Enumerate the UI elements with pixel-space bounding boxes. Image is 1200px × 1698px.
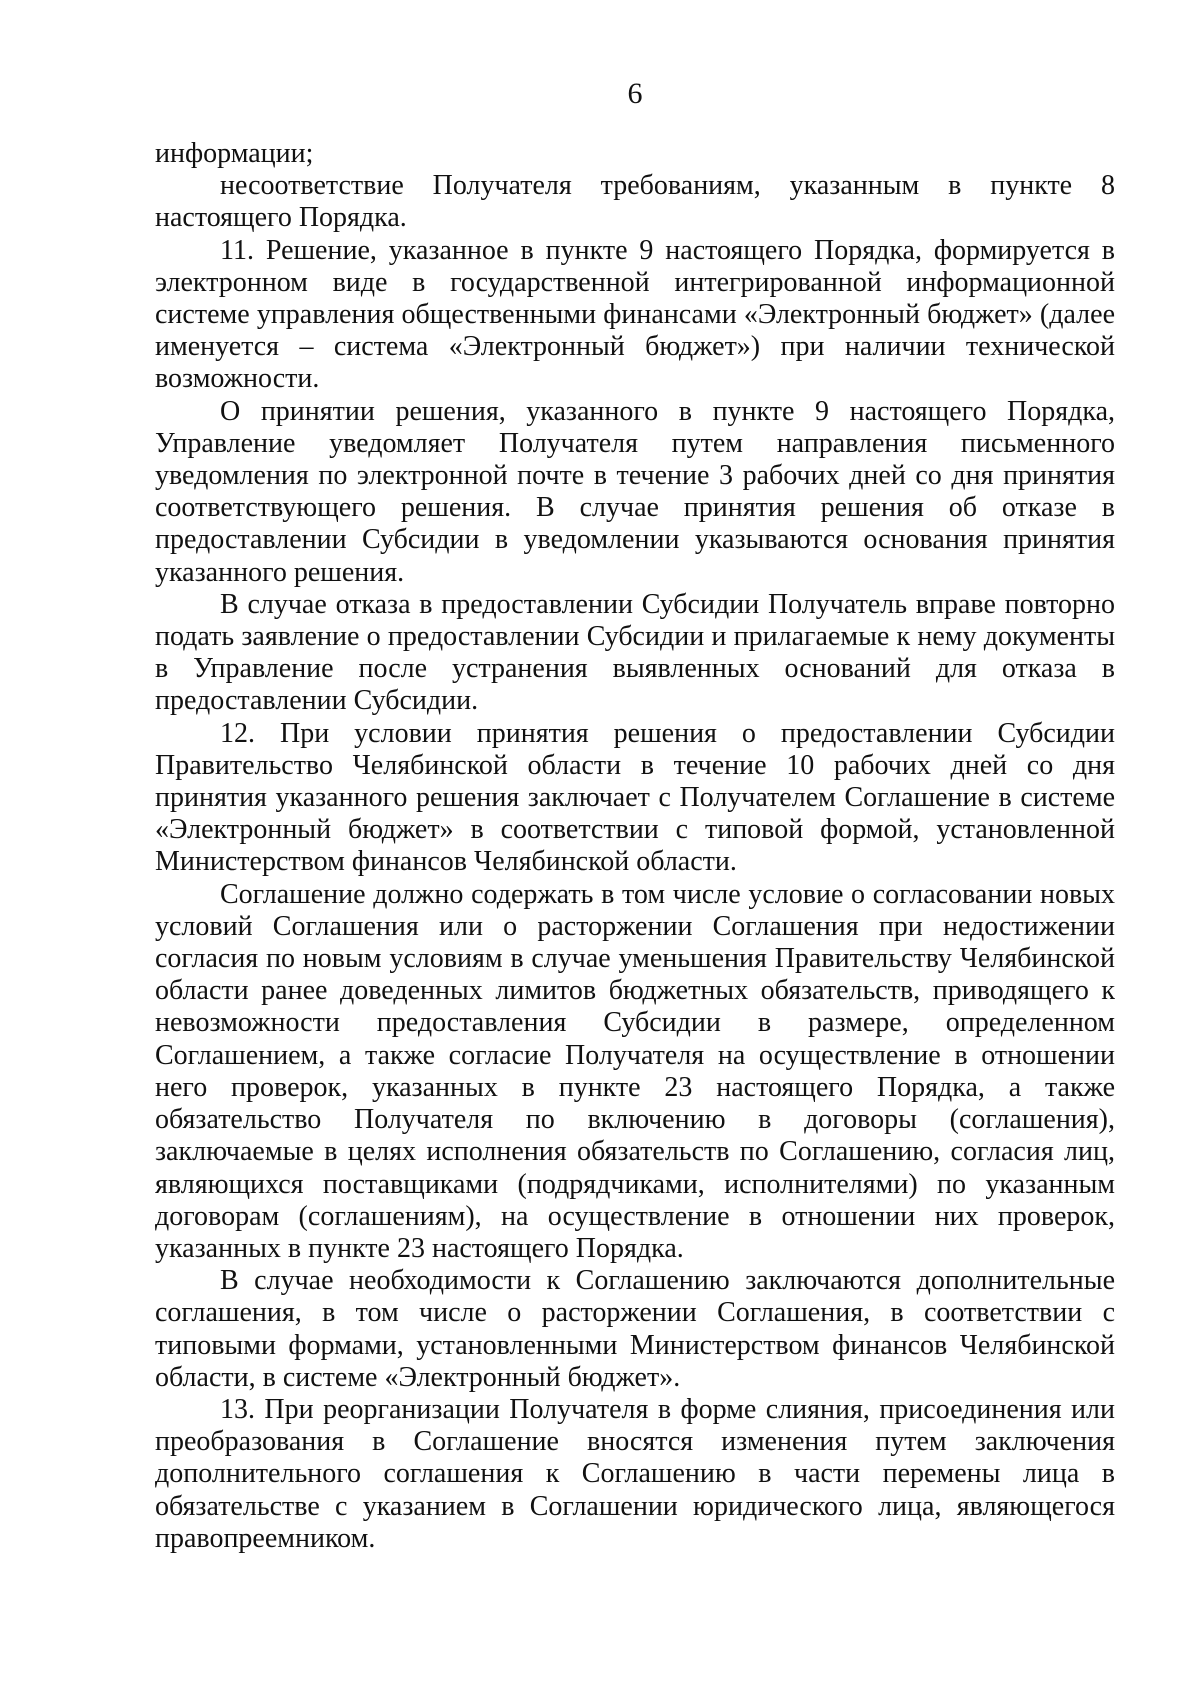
paragraph: 13. При реорганизации Получателя в форме слияния, присоединения или преобразования в Соглашение вносятся изменения путем заключения дополнительного соглашения к Соглашению в части перемены лица в обязательстве с указанием в Соглашении юридического лица, являющегося правопреемником. [155, 1393, 1115, 1554]
document-body [155, 138, 1115, 1555]
paragraph: Соглашение должно содержать в том числе условие о согласовании новых условий Соглашения или о расторжении Соглашения при недостижении согласия по новым условиям в случае уменьшения Правительству Челябинской области ранее доведенных лимитов бюджетных обязательств, приводящего к невозможности предоставления Субсидии в размере, определенном Соглашением, а также согласие Получателя на осуществление в отношении него проверок, указанных в пункте 23 настоящего Порядка, а также обязательство Получателя по включению в договоры (соглашения), заключаемые в целях исполнения обязательств по Соглашению, согласия лиц, являющихся поставщиками (подрядчиками, исполнителями) по указанным договорам (соглашениям), на осуществление в отношении них проверок, указанных в пункте 23 настоящего Порядка. [155, 878, 1115, 1264]
paragraph: 12. При условии принятия решения о предоставлении Субсидии Правительство Челябинской области в течение 10 рабочих дней со дня принятия указанного решения заключает с Получателем Соглашение в системе «Электронный бюджет» в соответствии с типовой формой, установленной Министерством финансов Челябинской области. [155, 717, 1115, 878]
paragraph: 11. Решение, указанное в пункте 9 настоящего Порядка, формируется в электронном виде в государственной интегрированной информационной системе управления общественными финансами «Электронный бюджет» (далее именуется – система «Электронный бюджет») при наличии технической возможности. [155, 234, 1115, 395]
page-number: 6 [627, 77, 643, 110]
paragraph: несоответствие Получателя требованиям, указанным в пункте 8 настоящего Порядка. [155, 170, 1115, 234]
paragraph: В случае необходимости к Соглашению заключаются дополнительные соглашения, в том числе о расторжении Соглашения, в соответствии с типовыми формами, установленными Министерством финансов Челябинской области, в системе «Электронный бюджет». [155, 1265, 1115, 1393]
paragraph: информации; [155, 138, 314, 169]
paragraph: В случае отказа в предоставлении Субсидии Получатель вправе повторно подать заявление о предоставлении Субсидии и прилагаемые к нему документы в Управление после устранения выявленных оснований для отказа в предоставлении Субсидии. [155, 588, 1115, 717]
paragraph: О принятии решения, указанного в пункте 9 настоящего Порядка, Управление уведомляет Получателя путем направления письменного уведомления по электронной почте в течение 3 рабочих дней со дня принятия соответствующего решения. В случае принятия решения об отказе в предоставлении Субсидии в уведомлении указываются основания принятия указанного решения. [155, 395, 1115, 588]
